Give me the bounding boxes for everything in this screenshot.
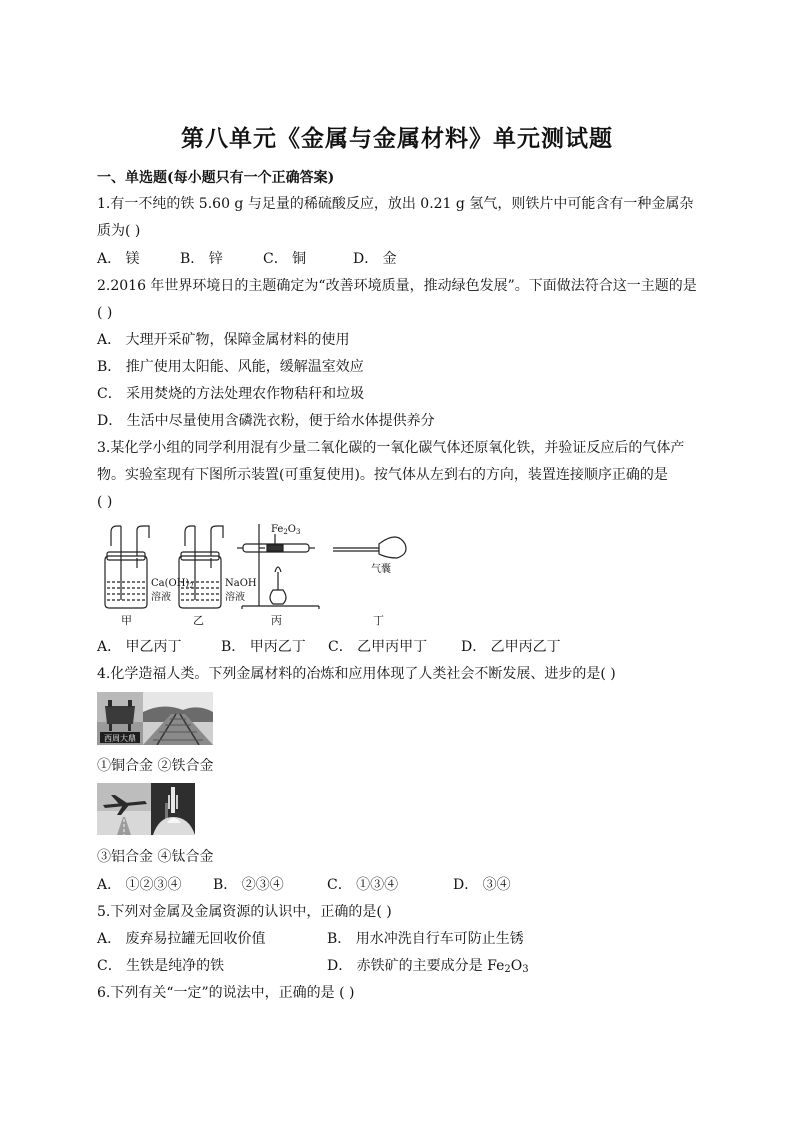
q4-caption-2: ③铝合金 ④钛合金 [97,849,214,865]
q1-option-c: C． 铜 [263,251,307,267]
reagent-fe2o3: $Fe_2O_3$ [271,524,301,536]
q2-option-b: B． 推广使用太阳能、风能，缓解温室效应 [97,359,364,375]
q2-stem-line2: ( ) [97,305,113,321]
label-bing: 丙 [271,614,282,627]
q1-stem-line2: 质为( ) [97,223,141,239]
reagent-naoh-solution: 溶液 [225,592,245,603]
label-ding: 丁 [373,614,384,627]
railway-photo [143,692,213,745]
page-title: 第八单元《金属与金属材料》单元测试题 [181,125,613,152]
bronze-ding-photo [97,692,143,745]
q3-option-d: D． 乙甲丙乙丁 [461,639,561,655]
apparatus-figure [97,520,417,628]
photo-caption: 西周大鼎 [104,734,136,743]
q5-option-c: C． 生铁是纯净的铁 [97,958,225,974]
q3-stem-line1: 3.某化学小组的同学利用混有少量二氧化碳的一氧化碳气体还原氧化铁，并验证反应后的气体产 [97,440,685,456]
q5-option-a: A． 废弃易拉罐无回收价值 [97,931,266,947]
q2-option-c: C． 采用焚烧的方法处理农作物秸秆和垃圾 [97,386,365,402]
q1-option-d: D． 金 [353,251,397,267]
q3-option-c: C． 乙甲丙甲丁 [328,639,428,655]
q5-stem-line1: 5.下列对金属及金属资源的认识中，正确的是( ) [97,904,392,920]
q4-caption-1: ①铜合金 ②铁合金 [97,758,214,774]
label-jia: 甲 [121,614,132,627]
q1-stem-line1: 1.有一不纯的铁 5.60 g 与足量的稀硫酸反应，放出 0.21 g 氢气，则铁片中可能含有一种金属杂 [97,196,694,212]
q4-stem-line1: 4.化学造福人类。下列金属材料的冶炼和应用体现了人类社会不断发展、进步的是( ) [97,666,616,682]
section-heading: 一、单选题(每小题只有一个正确答案) [97,170,335,186]
gas-washing-bottle-jia [105,526,149,608]
q1-option-b: B． 锌 [180,251,223,267]
gas-bag-ding [333,537,406,558]
q5-option-d: D． 赤铁矿的主要成分是 $Fe_2O_3$ [327,958,529,975]
q4-option-a: A． ①②③④ [97,877,182,893]
q4-option-c: C． ①③④ [327,877,399,893]
q6-stem-line1: 6.下列有关“一定”的说法中，正确的是 ( ) [97,985,355,1001]
q3-option-b: B． 甲丙乙丁 [221,639,306,655]
q1-option-a: A． 镁 [97,251,140,267]
reduction-tube-bing [237,524,319,609]
airplane-photo [97,783,151,835]
q2-option-a: A． 大理开采矿物，保障金属材料的使用 [97,332,350,348]
q4-option-d: D． ③④ [453,877,511,893]
reagent-caoh2-solution: 溶液 [151,592,171,603]
label-yi: 乙 [193,614,204,627]
q4-option-b: B． ②③④ [213,877,284,893]
q3-stem-line3: ( ) [97,494,113,510]
reagent-naoh: NaOH [225,578,257,589]
q2-stem-line1: 2.2016 年世界环境日的主题确定为“改善环境质量，推动绿色发展”。下面做法符合这一主题的是 [97,278,697,294]
reagent-caoh2: $Ca(OH)_2$ [151,578,194,590]
q3-option-a: A． 甲乙丙丁 [97,639,182,655]
rocket-photo [151,783,195,835]
gas-washing-bottle-yi [179,526,223,608]
q5-option-b: B． 用水冲洗自行车可防止生锈 [327,931,524,947]
q2-option-d: D． 生活中尽量使用含磷洗衣粉，便于给水体提供养分 [97,413,435,429]
q3-stem-line2: 物。实验室现有下图所示装置(可重复使用)。按气体从左到右的方向，装置连接顺序正确的是 [97,467,668,483]
gas-bag-label: 气囊 [371,564,391,575]
